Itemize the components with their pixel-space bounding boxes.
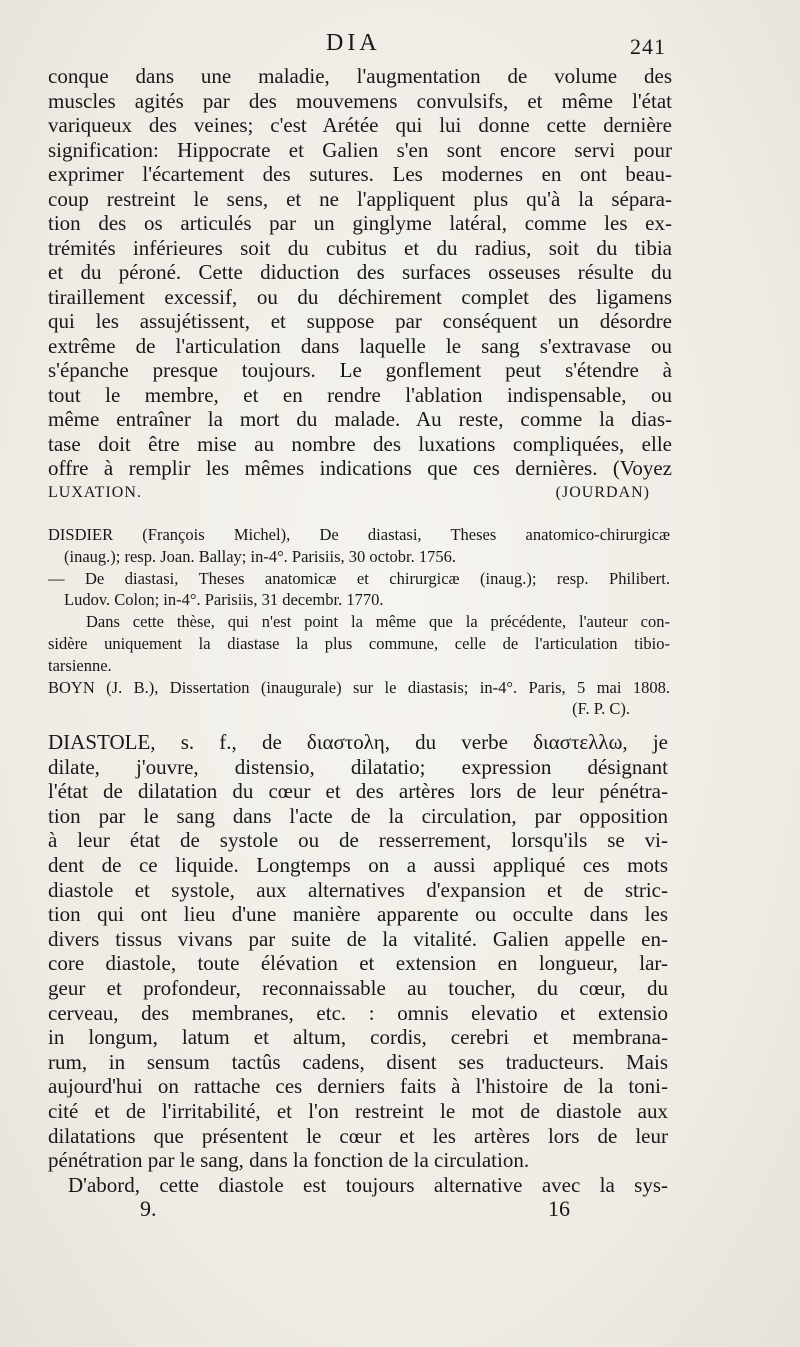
text-line: dilatations que présentent le cœur et les artères lors de leur xyxy=(48,1123,668,1148)
text-line: s'épanche presque toujours. Le gonflement peut s'étendre à xyxy=(48,358,672,382)
bib-entry: Ludov. Colon; in-4°. Parisiis, 31 decembr. 1770. xyxy=(64,590,384,610)
bib-entry: BOYN (J. B.), Dissertation (inaugurale) sur le diastasis; in-4°. Paris, 5 mai 1808. xyxy=(48,677,670,697)
text-line: dent de ce liquide. Longtemps on a aussi appliqué ces mots xyxy=(48,852,668,877)
running-header xyxy=(0,30,800,60)
page-footer xyxy=(0,1196,800,1226)
article-heading-line: DIASTOLE, s. f., de διαστολη, du verbe διαστελλω, je xyxy=(48,730,668,754)
text-line: divers tissus vivans par suite de la vitalité. Galien appelle en- xyxy=(48,926,668,951)
text-line: extrême de l'articulation dans laquelle le sang s'extravase ou xyxy=(48,333,672,358)
text-line: variqueux des veines; c'est Arétée qui lui donne cette dernière xyxy=(48,113,672,137)
text-line: exprimer l'écartement des sutures. Les modernes en ont beau- xyxy=(48,162,672,186)
text-line: et du péroné. Cette diduction des surfaces osseuses résulte du xyxy=(48,260,672,284)
text-line: tase doit être mise au nombre des luxations compliquées, elle xyxy=(48,431,672,456)
text-line: tion qui ont lieu d'une manière apparente ou occulte dans les xyxy=(48,902,668,927)
header-title: DIA xyxy=(326,30,381,56)
bib-note: Dans cette thèse, qui n'est point la même que la précédente, l'auteur con- xyxy=(86,612,670,632)
text-line: dilate, j'ouvre, distensio, dilatatio; expression désignant xyxy=(48,754,668,779)
text-line: signification: Hippocrate et Galien s'en sont encore servi pour xyxy=(48,137,672,162)
text-line: cité et de l'irritabilité, et l'on restreint le mot de diastole aux xyxy=(48,1098,668,1123)
text-line: diastole et systole, aux alternatives d'expansion et de stric- xyxy=(48,877,668,902)
text-line: à leur état de systole ou de resserrement, lorsqu'ils se vi- xyxy=(48,828,668,853)
text-line: offre à remplir les mêmes indications que ces dernières. (Voyez xyxy=(48,456,672,480)
text-line: cerveau, des membranes, etc. : omnis elevatio et extensio xyxy=(48,1000,668,1025)
text-line: pénétration par le sang, dans la fonction de la circulation. xyxy=(48,1148,530,1173)
text-line: tiraillement excessif, ou du déchirement complet des ligamens xyxy=(48,284,672,309)
text-line: core diastole, toute élévation et extension en longueur, lar- xyxy=(48,951,668,976)
text-line: D'abord, cette diastole est toujours alternative avec la sys- xyxy=(68,1172,668,1197)
text-line: l'état de dilatation du cœur et des artères lors de leur pénétra- xyxy=(48,779,668,804)
bib-note: tarsienne. xyxy=(48,655,112,675)
text-line: in longum, latum et altum, cordis, cerebri et membrana- xyxy=(48,1025,668,1050)
text-line: coup restreint le sens, et ne l'appliquent plus qu'à la sépara- xyxy=(48,186,672,211)
bib-entry: — De diastasi, Theses anatomicæ et chirurgicæ (inaug.); resp. Philibert. xyxy=(48,568,670,588)
text-line: conque dans une maladie, l'augmentation de volume des xyxy=(48,64,672,88)
bib-entry: (inaug.); resp. Joan. Ballay; in-4°. Parisiis, 30 octobr. 1756. xyxy=(64,546,457,566)
text-line: geur et profondeur, reconnaissable au toucher, du cœur, du xyxy=(48,975,668,1000)
text-line: aujourd'hui on rattache ces derniers faits à l'histoire de la toni- xyxy=(48,1074,668,1099)
text-line: qui les assujétissent, et suppose par conséquent un désordre xyxy=(48,309,672,333)
text-line: tout le membre, et en rendre l'ablation indispensable, ou xyxy=(48,382,672,407)
signature-mark: 9. xyxy=(140,1196,157,1221)
text-line: tion par le sang dans l'acte de la circulation, par opposition xyxy=(48,803,668,828)
bibliography xyxy=(48,524,670,720)
gathering-number: 16 xyxy=(548,1196,570,1221)
article-end-line xyxy=(48,481,672,506)
text-line: tion des os articulés par un ginglyme latéral, comme les ex- xyxy=(48,211,672,235)
bib-entry: DISDIER (François Michel), De diastasi, Theses anatomico-chirurgicæ xyxy=(48,525,670,544)
author-signature: (JOURDAN) xyxy=(555,483,650,501)
bib-signature: (F. P. C). xyxy=(572,699,630,719)
article-diastase-continuation xyxy=(48,64,672,505)
page-number: 241 xyxy=(630,34,666,59)
text-line: même entraîner la mort du malade. Au reste, comme la dias- xyxy=(48,407,672,431)
text-line: trémités inférieures soit du cubitus et du radius, soit du tibia xyxy=(48,235,672,260)
see-also-reference: LUXATION. xyxy=(48,483,142,501)
text-line: rum, in sensum tactûs cadens, disent ses traducteurs. Mais xyxy=(48,1049,668,1074)
article-diastole xyxy=(48,730,668,1197)
text-line: muscles agités par des mouvemens convulsifs, et même l'état xyxy=(48,88,672,113)
bib-note: sidère uniquement la diastase la plus commune, celle de l'articulation tibio- xyxy=(48,633,670,653)
